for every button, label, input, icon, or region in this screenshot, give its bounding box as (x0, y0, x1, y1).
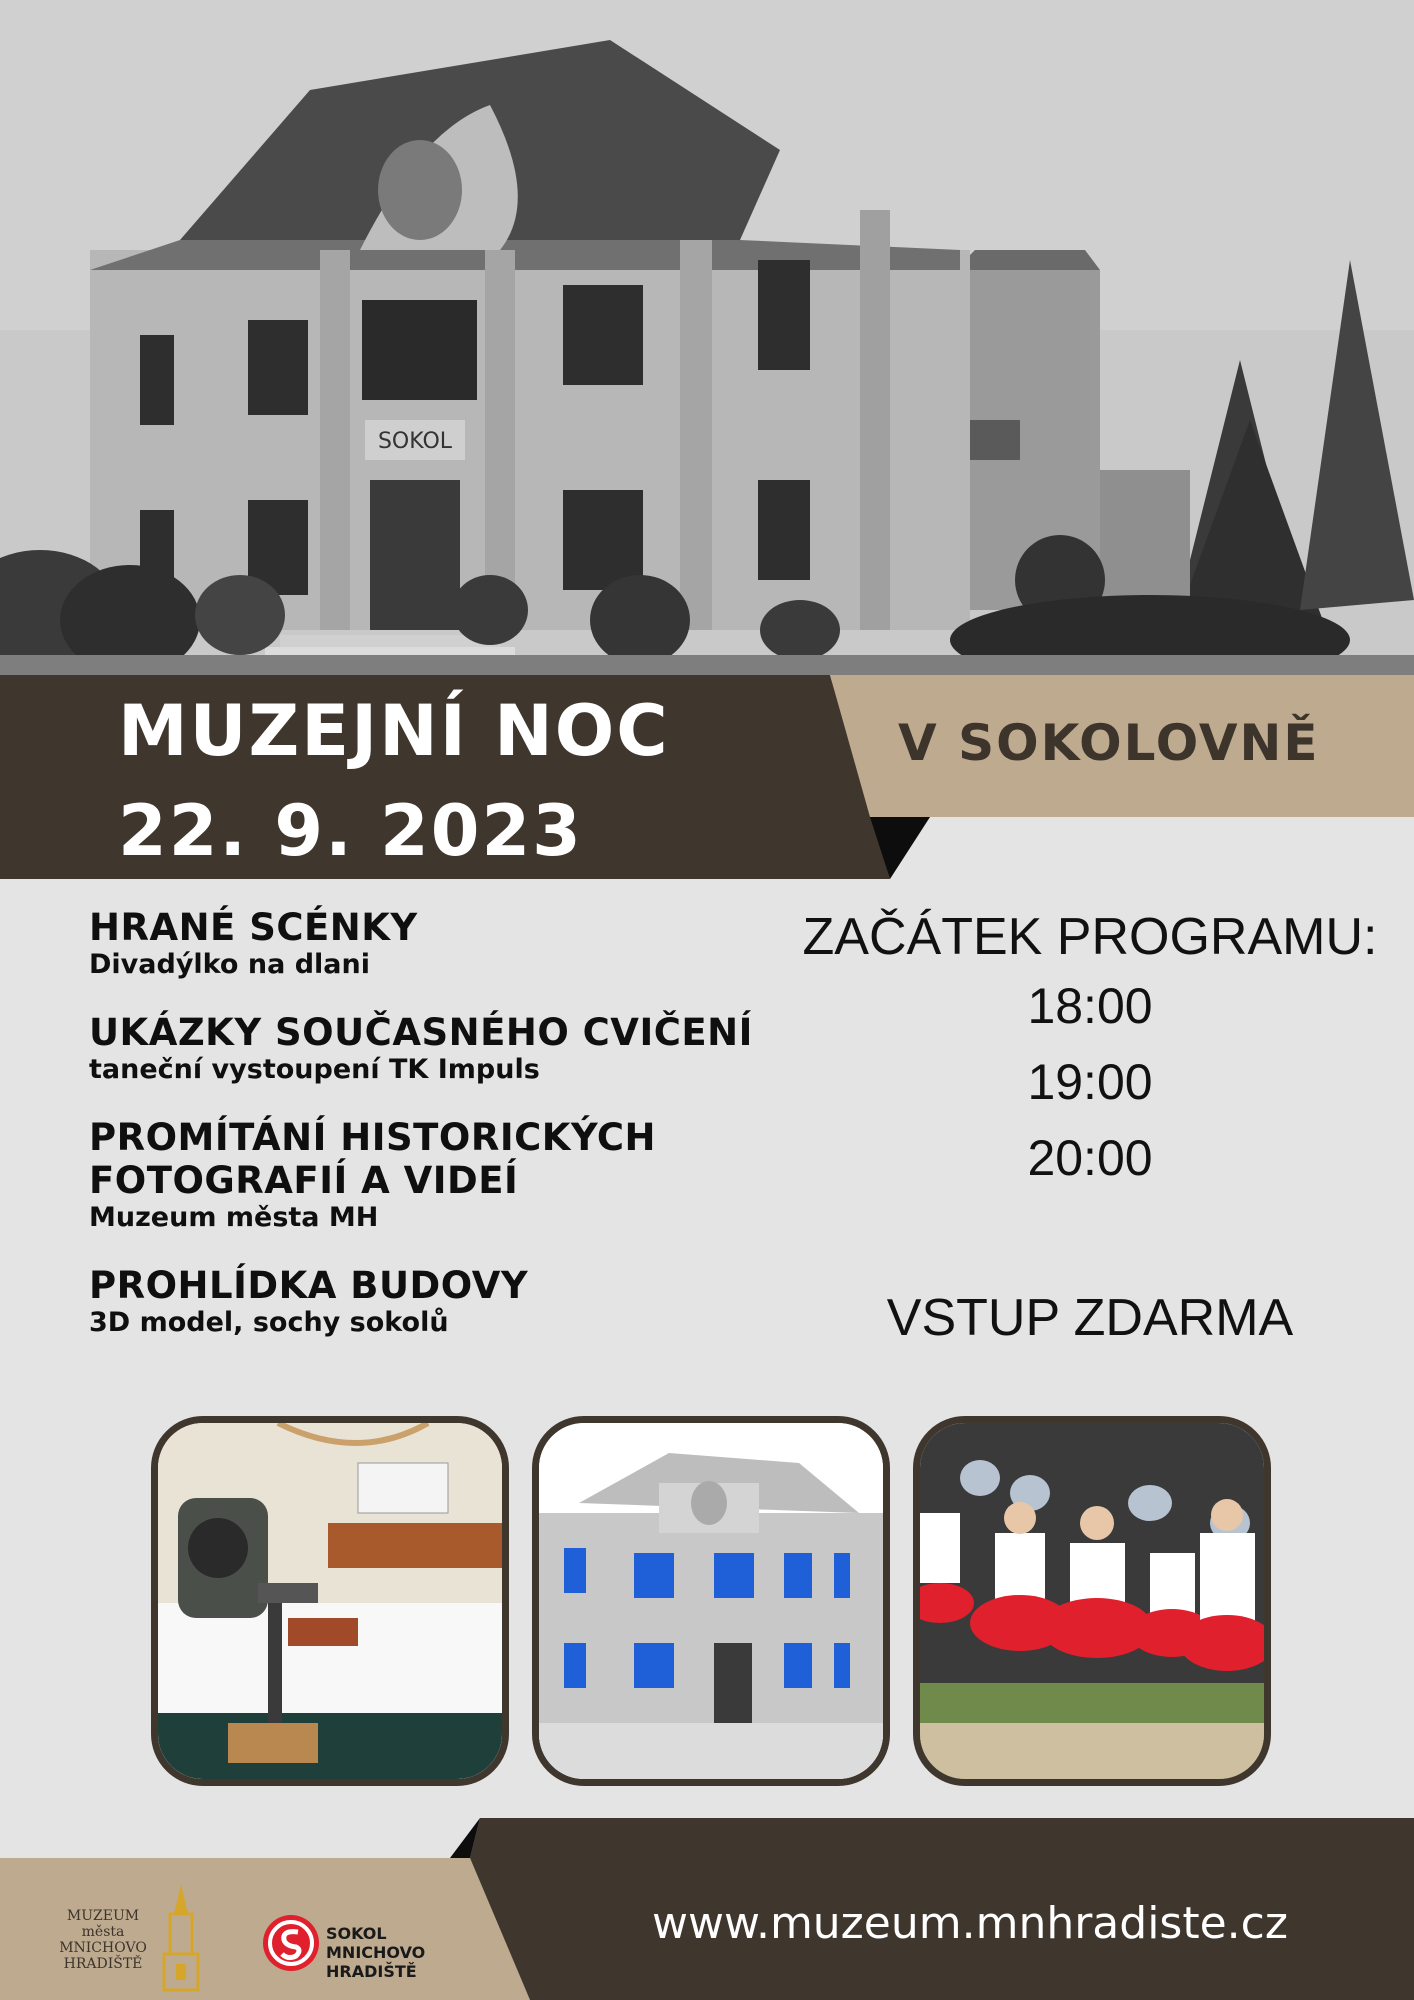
building-3d-model-photo (532, 1416, 890, 1786)
event-date: 22. 9. 2023 (118, 790, 583, 872)
program-item-subtitle: taneční vystoupení TK Impuls (89, 1054, 540, 1085)
sokol-emblem-icon (262, 1914, 320, 1972)
program-item-subtitle: 3D model, sochy sokolů (89, 1307, 449, 1338)
dancers-photo (913, 1416, 1271, 1786)
free-entry-text: VSTUP ZDARMA (886, 1289, 1294, 1347)
church-tower-icon (156, 1884, 206, 1992)
sokol-logo (262, 1912, 512, 1981)
program-item (89, 906, 789, 981)
museum-logo-text: MUZEUM města MNICHOVO HRADIŠTĚ (59, 1908, 147, 1972)
museum-logo (48, 1908, 208, 1992)
program-item-title: UKÁZKY SOUČASNÉHO CVIČENÍ (89, 1011, 753, 1054)
schedule-time: 20:00 (1027, 1130, 1153, 1186)
program-item-title: HRANÉ SCÉNKY (89, 906, 418, 949)
program-item (89, 1264, 789, 1339)
schedule-time: 18:00 (1027, 978, 1153, 1034)
event-venue: V SOKOLOVNĚ (898, 714, 1320, 772)
program-item-title: PROHLÍDKA BUDOVY (89, 1264, 529, 1307)
schedule (790, 906, 1390, 1196)
program-list (89, 906, 789, 1369)
schedule-heading: ZAČÁTEK PROGRAMU: (802, 908, 1378, 966)
program-item-title: PROMÍTÁNÍ HISTORICKÝCH FOTOGRAFIÍ A VIDEÍ (89, 1116, 657, 1202)
website-link[interactable]: www.muzeum.mnhradiste.cz (652, 1898, 1288, 1949)
sokolovna-historic-photo (0, 0, 1414, 675)
hero-photo (0, 0, 1414, 675)
program-item (89, 1011, 789, 1086)
program-item (89, 1116, 789, 1234)
event-title: MUZEJNÍ NOC (118, 690, 670, 772)
program-item-subtitle: Divadýlko na dlani (89, 949, 370, 980)
sokol-logo-text: SOKOL MNICHOVO HRADIŠTĚ (326, 1924, 426, 1981)
building-sign-text: SOKOL (377, 429, 453, 454)
program-item-subtitle: Muzeum města MH (89, 1202, 379, 1233)
projector-photo (151, 1416, 509, 1786)
schedule-time: 19:00 (1027, 1054, 1153, 1110)
